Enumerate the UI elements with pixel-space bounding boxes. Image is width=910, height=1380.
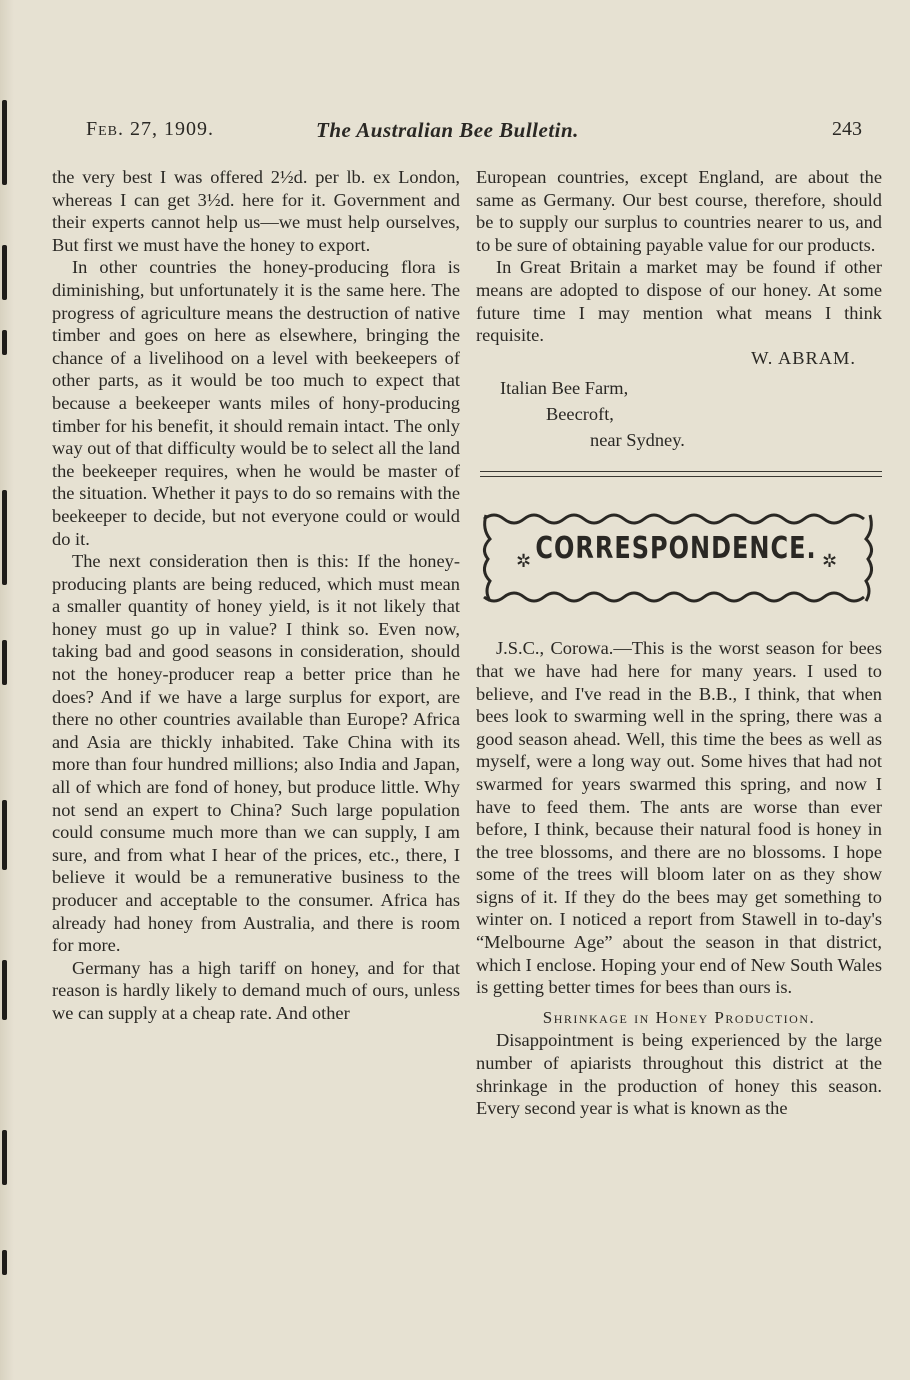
section-title: CORRESPONDENCE. bbox=[535, 530, 817, 566]
address-block bbox=[476, 375, 882, 453]
svg-text:✲: ✲ bbox=[516, 551, 532, 573]
paragraph: In Great Britain a market may be found if other means are adopted to dispose of our honey. At some future time I may mention what means I think requisite. bbox=[476, 257, 882, 346]
left-column bbox=[52, 166, 460, 1025]
address-line: near Sydney. bbox=[590, 430, 685, 451]
paragraph: The next consideration then is this: If the honey-producing plants are being reduced, which must mean a smaller quantity of honey yield, is it not likely that honey must go up in value? I think so. Even now, taking bad and good seasons in consideration, should not the honey-producer reap a better price than he does? And if we have a large surplus for export, are there no other countries available than Europe? Africa and Asia are thickly inhabited. Take China with its more than four hundred millions; also India and Japan, all of which are fond of honey, but produce little. Why not send an expert to China? Such large population could consume much more than we can supply, I am sure, and from what I hear of the prices, etc., there, I believe it would be a remunerative business to the producer and acceptable to the consumer. Africa has already had honey from Australia, and there is room for more. bbox=[52, 551, 460, 956]
binding-mark bbox=[2, 800, 7, 870]
letter-paragraph: J.S.C., Corowa.—This is the worst season for bees that we have had here for many years. I used to believe, and I've read in the B.B., I think, that when bees look to swarming well in the spring, there was a good season ahead. Well, this time the bees as well as myself, were a long way out. Some hives that had not swarmed for years swarmed this spring, and now I have to feed them. The ants are worse than ever before, I think, because their natural food is honey in the tree blossoms, and there are no blossoms. I hope some of the trees will bloom later on as they show signs of it. If they do the bees may get something to winter on. I noticed a report from Stawell in to-day's “Melbourne Age” about the season in that district, which I enclose. Hoping your end of New South Wales is getting better times for bees than ours is. bbox=[476, 638, 882, 998]
binding-mark bbox=[2, 1130, 7, 1185]
binding-mark bbox=[2, 960, 7, 1020]
journal-title: The Australian Bee Bulletin. bbox=[316, 118, 579, 142]
issue-date: Feb. 27, 1909. bbox=[86, 118, 215, 140]
address-line: Italian Bee Farm, bbox=[500, 378, 629, 399]
binding-mark bbox=[2, 490, 7, 585]
svg-text:✲: ✲ bbox=[822, 551, 838, 573]
paragraph: Germany has a high tariff on honey, and for that reason is hardly likely to demand much of ours, unless we can supply at a cheap rate. And other bbox=[52, 957, 460, 1023]
binding-mark bbox=[2, 1250, 7, 1275]
running-header bbox=[86, 118, 862, 148]
page-number: 243 bbox=[832, 118, 862, 140]
binding-mark bbox=[2, 100, 7, 185]
page-edge bbox=[0, 0, 14, 1380]
paragraph: Disappointment is being experienced by the large number of apiarists throughout this district at the shrinkage in the production of honey this season. Every second year is what is known as the bbox=[476, 1030, 882, 1119]
correspondence-banner bbox=[476, 499, 882, 617]
signature: W. ABRAM. bbox=[751, 347, 856, 368]
section-divider bbox=[480, 471, 882, 477]
binding-mark bbox=[2, 245, 7, 300]
paragraph: the very best I was offered 2½d. per lb. ex London, whereas I can get 3½d. here for it. Government and their experts cannot help us—we must help ourselves, But first we must have the honey to export. bbox=[52, 167, 460, 255]
address-line: Beecroft, bbox=[546, 404, 614, 425]
subheading: Shrinkage in Honey Production. bbox=[542, 1007, 816, 1027]
right-column bbox=[476, 166, 882, 1120]
binding-mark bbox=[2, 330, 7, 355]
binding-mark bbox=[2, 640, 7, 685]
paragraph: European countries, except England, are about the same as Germany. Our best course, therefore, should be to supply our surplus to countries nearer to us, and to be sure of obtaining payable value for our products. bbox=[476, 167, 882, 255]
paragraph: In other countries the honey-producing flora is diminishing, but unfortunately it is the same here. The progress of agriculture means the destruction of native timber and goes on here as elsewhere, bringing the chance of a livelihood on a level with beekeepers of other parts, as it would be too much to expect that because a beekeeper wants miles of hony-producing timber for his benefit, it should remain intact. The only way out of that difficulty would be to select all the land the beekeeper requires, when he would be master of the situation. Whether it pays to do so remains with the beekeeper to decide, but not everyone could or would do it. bbox=[52, 257, 460, 549]
